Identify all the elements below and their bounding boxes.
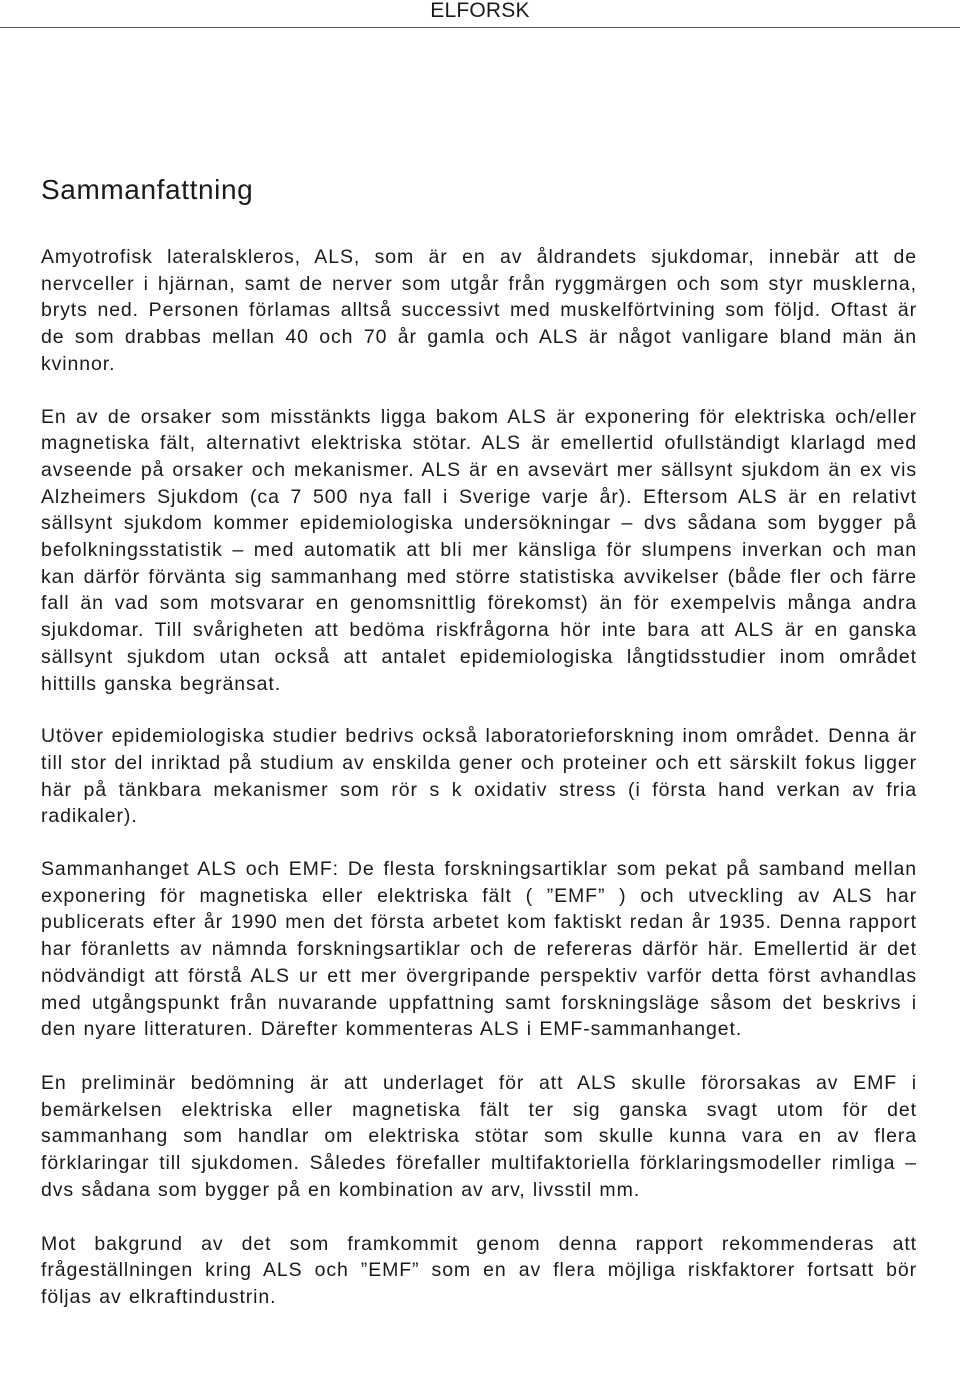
paragraph-lab-research: Utöver epidemiologiska studier bedrivs också laboratorieforskning inom området. Denna är till stor del inriktad på studium av enskilda gener och proteiner och ett särskilt fokus ligger här på tänkbara mekanismer som rör s k oxidativ stress (i första hand verkan av fria radikaler). (41, 725, 917, 828)
section-title: Sammanfattning (41, 174, 254, 205)
running-header (0, 0, 960, 28)
paragraph-causes: En av de orsaker som misstänkts ligga bakom ALS är exponering för elektriska och/eller magnetiska fält, alternativt elektriska stötar. ALS är emellertid ofullständigt klarlagd med avseende på orsaker och mekanismer. ALS är en avsevärt mer sällsynt sjukdom än ex vis Alzheimers Sjukdom (ca 7 500 nya fall i Sverige varje år). Eftersom ALS är en relativt sällsynt sjukdom kommer epidemiologiska undersökningar – dvs sådana som bygger på befolkningsstatistik – med automatik att bli mer känsliga för slumpens inverkan och man kan därför förvänta sig sammanhang med större statistiska avvikelser (både fler och färre fall än vad som motsvarar en genomsnittlig förekomst) än för exempelvis många andra sjukdomar. Till svårigheten att bedöma riskfrågorna hör inte bara att ALS är en ganska sällsynt sjukdom utan också att antalet epidemiologiska långtidsstudier inom området hittills ganska begränsat. (41, 405, 917, 695)
document-body (41, 170, 917, 1311)
paragraph-assessment: En preliminär bedömning är att underlaget för att ALS skulle förorsakas av EMF i bemärkelsen elektriska eller magnetiska fält ter sig ganska svagt utom för det sammanhang som handlar om elektriska stötar som skulle kunna vara en av flera förklaringar till sjukdomen. Således förefaller multifaktoriella förklaringsmodeller rimliga – dvs sådana som bygger på en kombination av arv, livsstil mm. (41, 1071, 917, 1201)
paragraph-als-intro: Amyotrofisk lateralskleros, ALS, som är en av åldrandets sjukdomar, innebär att de nervceller i hjärnan, samt de nerver som utgår från ryggmärgen och som styr musklerna, bryts ned. Personen förlamas alltså successivt med muskelförtvining som följd. Oftast är de som drabbas mellan 40 och 70 år gamla och ALS är något vanligare bland män än kvinnor. (41, 246, 917, 375)
paragraph-recommendation: Mot bakgrund av det som framkommit genom denna rapport rekommenderas att frågeställningen kring ALS och ”EMF” som en av flera möjliga riskfaktorer fortsatt bör följas av elkraftindustrin. (41, 1232, 917, 1308)
paragraph-als-emf: Sammanhanget ALS och EMF: De flesta forskningsartiklar som pekat på samband mellan exponering för magnetiska eller elektriska fält ( ”EMF” ) och utveckling av ALS har publicerats efter år 1990 men det första arbetet kom faktiskt redan år 1935. Denna rapport har föranletts av nämnda forskningsartiklar och de refereras därför här. Emellertid är det nödvändigt att förstå ALS ur ett mer övergripande perspektiv varför detta först avhandlas med utgångspunkt från nuvarande uppfattning samt forskningsläge såsom det beskrivs i den nyare litteraturen. Därefter kommenteras ALS i EMF-sammanhanget. (41, 858, 917, 1041)
header-title: ELFORSK (430, 0, 530, 22)
